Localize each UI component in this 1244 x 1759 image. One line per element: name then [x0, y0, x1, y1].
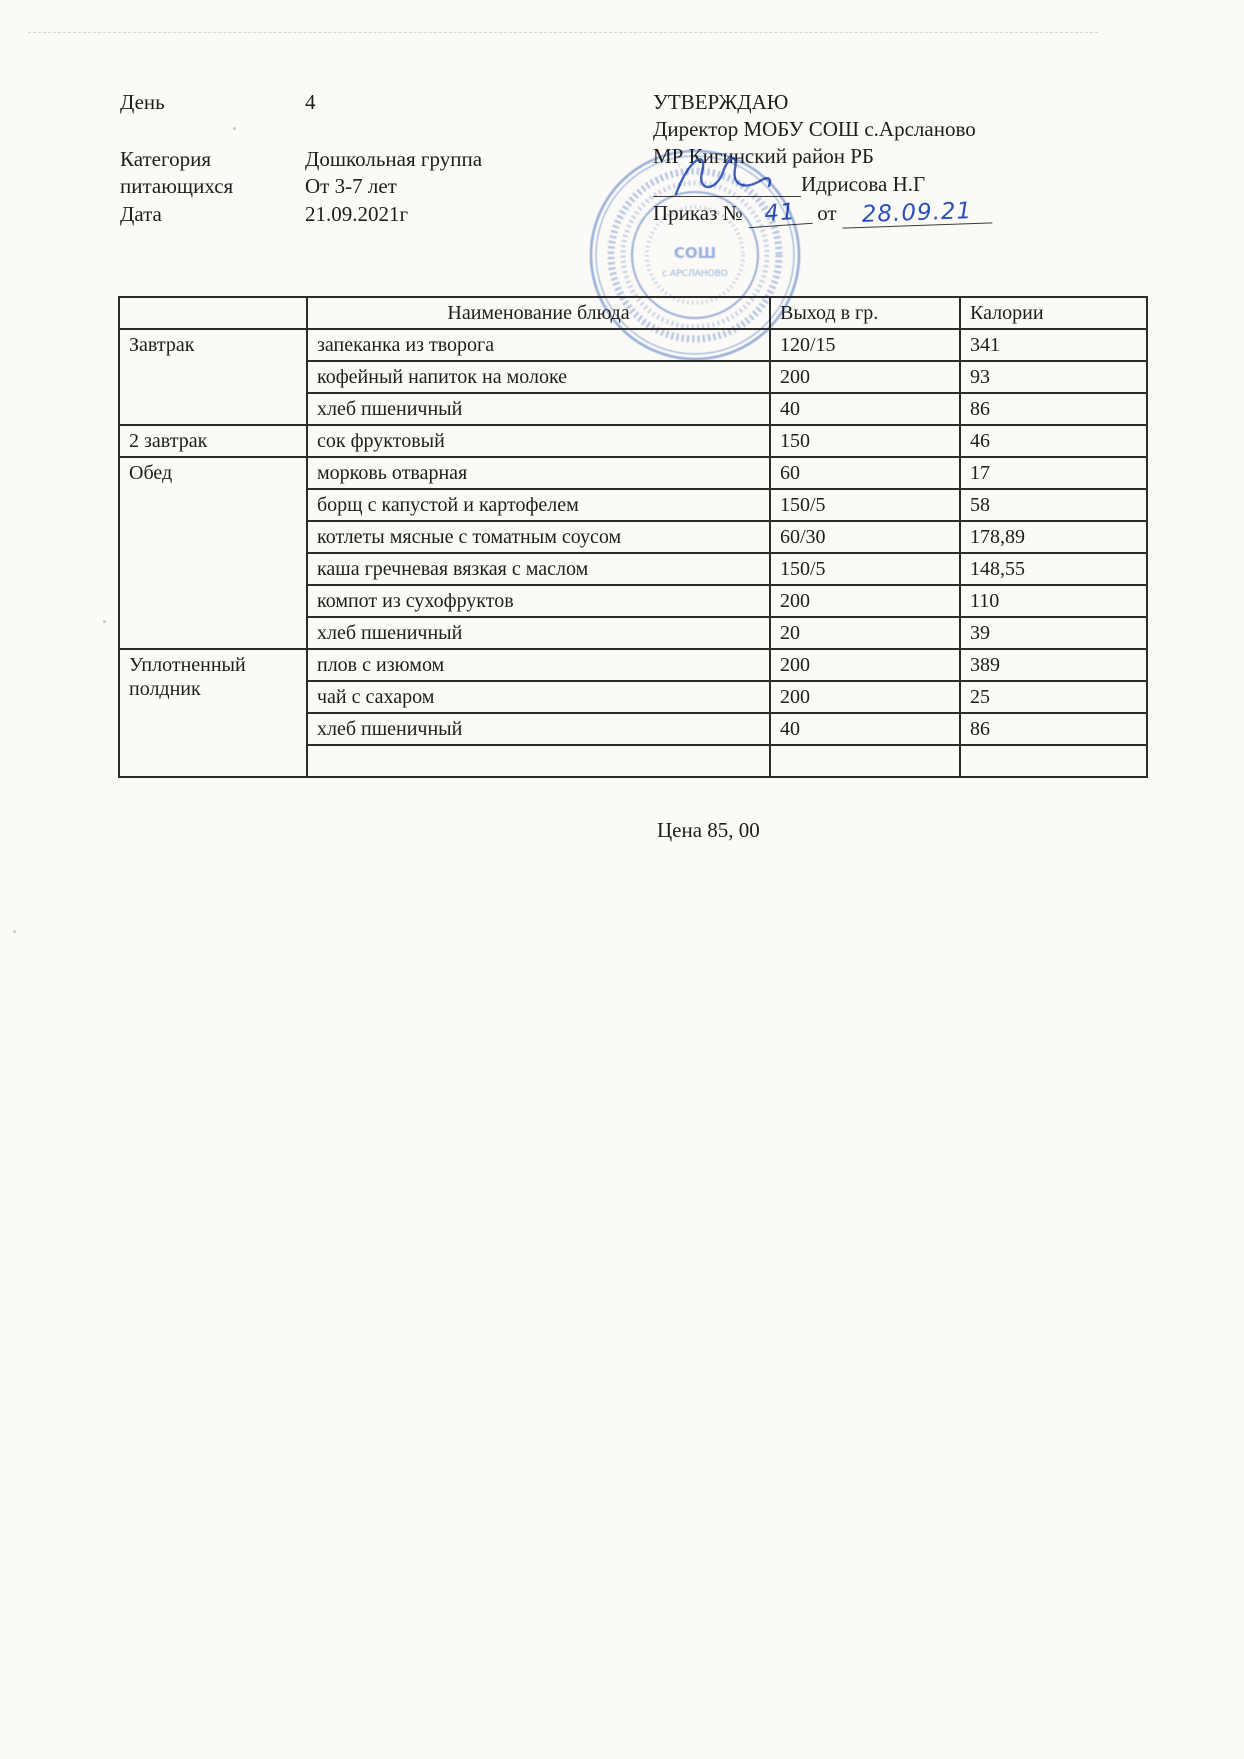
- output-cell: 20: [770, 617, 960, 649]
- approve-title: УТВЕРЖДАЮ: [653, 90, 789, 114]
- order-label: Приказ №: [653, 201, 743, 225]
- dish-cell: морковь отварная: [307, 457, 770, 489]
- stamp-center-line1: СОШ: [673, 244, 717, 262]
- calories-cell: 93: [960, 361, 1147, 393]
- dish-cell: запеканка из творога: [307, 329, 770, 361]
- output-cell: 200: [770, 681, 960, 713]
- day-label: День: [120, 90, 165, 114]
- output-cell: 40: [770, 713, 960, 745]
- dish-cell: сок фруктовый: [307, 425, 770, 457]
- table-row: [119, 329, 1147, 361]
- dish-cell: компот из сухофруктов: [307, 585, 770, 617]
- menu-table: [118, 296, 1148, 778]
- price-line: Цена 85, 00: [657, 818, 760, 842]
- dish-cell: [307, 745, 770, 777]
- date-label: Дата: [120, 202, 162, 226]
- meal-cell-breakfast: Завтрак: [119, 329, 307, 425]
- calories-cell: 58: [960, 489, 1147, 521]
- output-cell: 120/15: [770, 329, 960, 361]
- dish-cell: хлеб пшеничный: [307, 617, 770, 649]
- date-value: 21.09.2021г: [305, 202, 409, 226]
- scan-artifact-speck: [233, 127, 236, 130]
- signer-name: Идрисова Н.Г: [801, 172, 926, 196]
- stamp-center-line2: с.АРСЛАНОВО: [662, 269, 728, 279]
- dish-cell: хлеб пшеничный: [307, 393, 770, 425]
- output-cell: 200: [770, 649, 960, 681]
- table-row: [119, 425, 1147, 457]
- output-cell: 40: [770, 393, 960, 425]
- category-value-line1: Дошкольная группа: [305, 147, 483, 171]
- header-cell-calories: Калории: [960, 297, 1147, 329]
- order-number-handwritten: 41: [747, 199, 813, 229]
- output-cell: 150: [770, 425, 960, 457]
- scan-artifact-speck: [103, 620, 106, 623]
- scan-artifact-line: [28, 32, 1098, 33]
- output-cell: 200: [770, 361, 960, 393]
- dish-cell: чай с сахаром: [307, 681, 770, 713]
- order-of: от: [817, 201, 837, 225]
- menu-table-wrapper: [118, 296, 1148, 778]
- calories-cell: 39: [960, 617, 1147, 649]
- scan-artifact-speck: [13, 930, 16, 933]
- dish-cell: плов с изюмом: [307, 649, 770, 681]
- meal-cell-lunch: Обед: [119, 457, 307, 649]
- dish-cell: каша гречневая вязкая с маслом: [307, 553, 770, 585]
- table-row: [119, 649, 1147, 681]
- approve-line1: Директор МОБУ СОШ с.Арсланово: [653, 117, 976, 141]
- calories-cell: 17: [960, 457, 1147, 489]
- dish-cell: борщ с капустой и картофелем: [307, 489, 770, 521]
- category-label-line1: Категория: [120, 147, 211, 171]
- table-header-row: [119, 297, 1147, 329]
- category-label-line2: питающихся: [120, 174, 234, 198]
- output-cell: 200: [770, 585, 960, 617]
- header-cell-output: Выход в гр.: [770, 297, 960, 329]
- output-cell: 60: [770, 457, 960, 489]
- order-date-handwritten: 28.09.21: [841, 198, 992, 228]
- dish-cell: хлеб пшеничный: [307, 713, 770, 745]
- calories-cell: 46: [960, 425, 1147, 457]
- calories-cell: 178,89: [960, 521, 1147, 553]
- calories-cell: 86: [960, 393, 1147, 425]
- output-cell: 150/5: [770, 553, 960, 585]
- header-cell-dish: Наименование блюда: [307, 297, 770, 329]
- category-value-line2: От 3-7 лет: [305, 174, 397, 198]
- calories-cell: 86: [960, 713, 1147, 745]
- meal-cell-afternoon-snack: Уплотненный полдник: [119, 649, 307, 777]
- day-value: 4: [305, 90, 316, 114]
- output-cell: 60/30: [770, 521, 960, 553]
- output-cell: 150/5: [770, 489, 960, 521]
- calories-cell: 110: [960, 585, 1147, 617]
- output-cell: [770, 745, 960, 777]
- calories-cell: 389: [960, 649, 1147, 681]
- dish-cell: кофейный напиток на молоке: [307, 361, 770, 393]
- approve-line2: МР Кигинский район РБ: [653, 144, 874, 168]
- calories-cell: 148,55: [960, 553, 1147, 585]
- calories-cell: 341: [960, 329, 1147, 361]
- dish-cell: котлеты мясные с томатным соусом: [307, 521, 770, 553]
- table-row: [119, 457, 1147, 489]
- header-cell-meal: [119, 297, 307, 329]
- meal-cell-second-breakfast: 2 завтрак: [119, 425, 307, 457]
- calories-cell: [960, 745, 1147, 777]
- calories-cell: 25: [960, 681, 1147, 713]
